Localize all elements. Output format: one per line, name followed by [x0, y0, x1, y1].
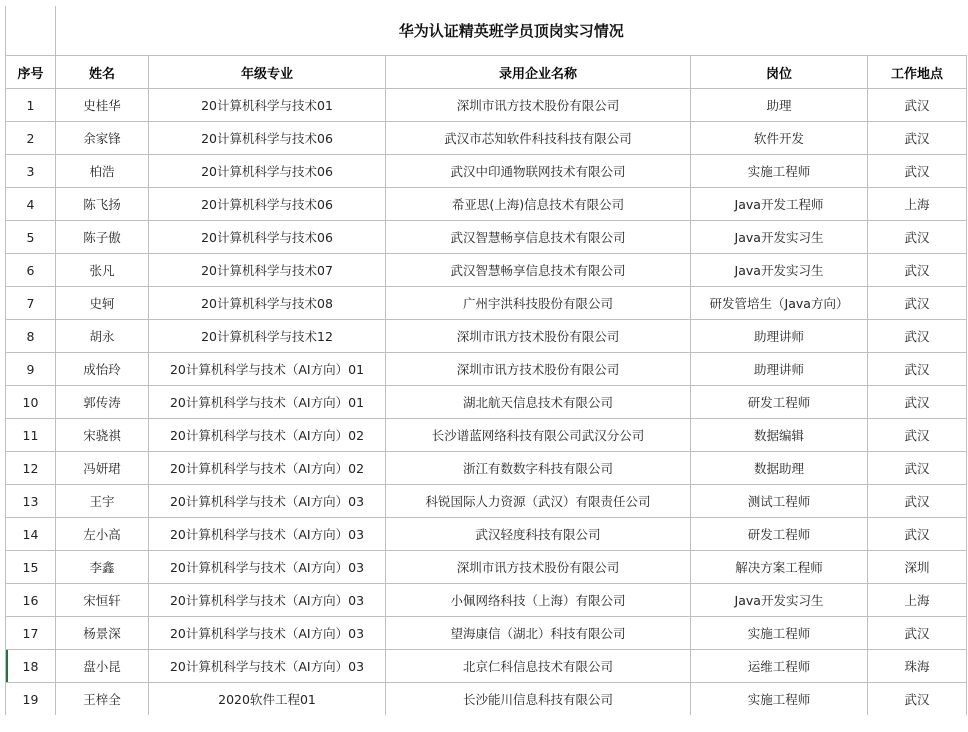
- header-company[interactable]: 录用企业名称: [386, 56, 691, 89]
- table-row: [6, 287, 967, 320]
- cell-company[interactable]: 长沙谱蓝网络科技有限公司武汉分公司: [386, 419, 691, 452]
- table-row: [6, 188, 967, 221]
- cell-company[interactable]: 广州宇洪科技股份有限公司: [386, 287, 691, 320]
- table-row: [6, 584, 967, 617]
- cell-position[interactable]: 助理讲师: [691, 320, 868, 353]
- cell-name[interactable]: 李鑫: [56, 551, 149, 584]
- cell-position[interactable]: Java开发工程师: [691, 188, 868, 221]
- cell-position[interactable]: 实施工程师: [691, 617, 868, 650]
- table-row: [6, 650, 967, 683]
- cell-location[interactable]: 武汉: [868, 221, 967, 254]
- cell-company[interactable]: 小佩网络科技（上海）有限公司: [386, 584, 691, 617]
- cell-idx[interactable]: 19: [6, 683, 56, 716]
- cell-location[interactable]: 武汉: [868, 320, 967, 353]
- cell-name[interactable]: 郭传涛: [56, 386, 149, 419]
- table-row: [6, 221, 967, 254]
- cell-company[interactable]: 科锐国际人力资源（武汉）有限责任公司: [386, 485, 691, 518]
- cell-location[interactable]: 武汉: [868, 452, 967, 485]
- cell-company[interactable]: 希亚思(上海)信息技术有限公司: [386, 188, 691, 221]
- cell-idx[interactable]: 14: [6, 518, 56, 551]
- cell-idx[interactable]: 6: [6, 254, 56, 287]
- cell-name[interactable]: 陈子傲: [56, 221, 149, 254]
- table-row: [6, 551, 967, 584]
- cell-location[interactable]: 武汉: [868, 485, 967, 518]
- cell-idx[interactable]: 15: [6, 551, 56, 584]
- cell-location[interactable]: 深圳: [868, 551, 967, 584]
- cell-name[interactable]: 余家锋: [56, 122, 149, 155]
- header-idx[interactable]: 序号: [6, 56, 56, 89]
- cell-idx[interactable]: 10: [6, 386, 56, 419]
- cell-major[interactable]: 20计算机科学与技术（AI方向）01: [149, 386, 386, 419]
- internship-table: [5, 6, 967, 715]
- sheet-title[interactable]: 华为认证精英班学员顶岗实习情况: [56, 6, 967, 56]
- cell-idx[interactable]: 8: [6, 320, 56, 353]
- cell-name[interactable]: 史桂华: [56, 89, 149, 122]
- cell-major[interactable]: 20计算机科学与技术06: [149, 221, 386, 254]
- title-row: [6, 6, 967, 56]
- cell-location[interactable]: 上海: [868, 188, 967, 221]
- cell-idx[interactable]: 3: [6, 155, 56, 188]
- cell-major[interactable]: 2020软件工程01: [149, 683, 386, 716]
- cell-company[interactable]: 浙江有数数字科技有限公司: [386, 452, 691, 485]
- cell-idx[interactable]: 4: [6, 188, 56, 221]
- cell-location[interactable]: 武汉: [868, 89, 967, 122]
- cell-idx[interactable]: 7: [6, 287, 56, 320]
- cell-idx[interactable]: 16: [6, 584, 56, 617]
- cell-major[interactable]: 20计算机科学与技术（AI方向）01: [149, 353, 386, 386]
- cell-major[interactable]: 20计算机科学与技术（AI方向）02: [149, 452, 386, 485]
- cell-idx[interactable]: 17: [6, 617, 56, 650]
- cell-position[interactable]: 研发管培生（Java方向）: [691, 287, 868, 320]
- cell-position[interactable]: 解决方案工程师: [691, 551, 868, 584]
- cell-position[interactable]: 软件开发: [691, 122, 868, 155]
- table-row: [6, 89, 967, 122]
- cell-location[interactable]: 武汉: [868, 122, 967, 155]
- cell-company[interactable]: 武汉中印通物联网技术有限公司: [386, 155, 691, 188]
- cell-company[interactable]: 武汉市芯知软件科技科技有限公司: [386, 122, 691, 155]
- cell-name[interactable]: 宋骁祺: [56, 419, 149, 452]
- table-row: [6, 419, 967, 452]
- cell-position[interactable]: 助理讲师: [691, 353, 868, 386]
- cell-idx[interactable]: 18: [6, 650, 56, 683]
- cell-position[interactable]: 研发工程师: [691, 386, 868, 419]
- cell-position[interactable]: 数据助理: [691, 452, 868, 485]
- cell-idx[interactable]: 9: [6, 353, 56, 386]
- cell-company[interactable]: 武汉智慧畅享信息技术有限公司: [386, 221, 691, 254]
- table-row: [6, 683, 967, 716]
- table-row: [6, 452, 967, 485]
- cell-name[interactable]: 王宇: [56, 485, 149, 518]
- cell-idx[interactable]: 1: [6, 89, 56, 122]
- cell-location[interactable]: 武汉: [868, 419, 967, 452]
- cell-idx[interactable]: 11: [6, 419, 56, 452]
- cell-idx[interactable]: 13: [6, 485, 56, 518]
- cell-name[interactable]: 冯妍珺: [56, 452, 149, 485]
- cell-name[interactable]: 胡永: [56, 320, 149, 353]
- header-major[interactable]: 年级专业: [149, 56, 386, 89]
- cell-company[interactable]: 深圳市讯方技术股份有限公司: [386, 320, 691, 353]
- cell-idx[interactable]: 12: [6, 452, 56, 485]
- cell-position[interactable]: 运维工程师: [691, 650, 868, 683]
- cell-company[interactable]: 望海康信（湖北）科技有限公司: [386, 617, 691, 650]
- cell-location[interactable]: 上海: [868, 584, 967, 617]
- cell-major[interactable]: 20计算机科学与技术06: [149, 155, 386, 188]
- table-row: [6, 353, 967, 386]
- cell-position[interactable]: 实施工程师: [691, 155, 868, 188]
- cell-name[interactable]: 成怡玲: [56, 353, 149, 386]
- cell-major[interactable]: 20计算机科学与技术（AI方向）03: [149, 584, 386, 617]
- cell-major[interactable]: 20计算机科学与技术07: [149, 254, 386, 287]
- cell-company[interactable]: 深圳市讯方技术股份有限公司: [386, 89, 691, 122]
- cell-location[interactable]: 武汉: [868, 287, 967, 320]
- header-position[interactable]: 岗位: [691, 56, 868, 89]
- table-row: [6, 518, 967, 551]
- header-location[interactable]: 工作地点: [868, 56, 967, 89]
- table-row: [6, 386, 967, 419]
- table-row: [6, 155, 967, 188]
- cell-major[interactable]: 20计算机科学与技术（AI方向）03: [149, 518, 386, 551]
- cell-name[interactable]: 柏浩: [56, 155, 149, 188]
- cell-name[interactable]: 陈飞扬: [56, 188, 149, 221]
- cell-name[interactable]: 宋恒轩: [56, 584, 149, 617]
- cell-location[interactable]: 武汉: [868, 386, 967, 419]
- cell-position[interactable]: 研发工程师: [691, 518, 868, 551]
- cell-position[interactable]: 数据编辑: [691, 419, 868, 452]
- cell-idx[interactable]: 5: [6, 221, 56, 254]
- table-row: [6, 122, 967, 155]
- cell-major[interactable]: 20计算机科学与技术（AI方向）02: [149, 419, 386, 452]
- cell-company[interactable]: 武汉轻度科技有限公司: [386, 518, 691, 551]
- cell-name[interactable]: 史轲: [56, 287, 149, 320]
- cell-position[interactable]: Java开发实习生: [691, 254, 868, 287]
- cell-major[interactable]: 20计算机科学与技术（AI方向）03: [149, 485, 386, 518]
- header-row: [6, 56, 967, 89]
- cell-position[interactable]: 实施工程师: [691, 683, 868, 716]
- cell-name[interactable]: 张凡: [56, 254, 149, 287]
- table-row: [6, 254, 967, 287]
- cell-idx[interactable]: 2: [6, 122, 56, 155]
- cell-major[interactable]: 20计算机科学与技术01: [149, 89, 386, 122]
- cell-company[interactable]: 北京仁科信息技术有限公司: [386, 650, 691, 683]
- cell-company[interactable]: 深圳市讯方技术股份有限公司: [386, 353, 691, 386]
- cell-name[interactable]: 王梓全: [56, 683, 149, 716]
- title-blank-cell[interactable]: [6, 6, 56, 56]
- cell-location[interactable]: 武汉: [868, 683, 967, 716]
- cell-location[interactable]: 武汉: [868, 254, 967, 287]
- cell-position[interactable]: Java开发实习生: [691, 221, 868, 254]
- cell-company[interactable]: 深圳市讯方技术股份有限公司: [386, 551, 691, 584]
- cell-major[interactable]: 20计算机科学与技术06: [149, 188, 386, 221]
- cell-company[interactable]: 武汉智慧畅享信息技术有限公司: [386, 254, 691, 287]
- cell-location[interactable]: 武汉: [868, 518, 967, 551]
- cell-major[interactable]: 20计算机科学与技术08: [149, 287, 386, 320]
- cell-name[interactable]: 盘小昆: [56, 650, 149, 683]
- cell-major[interactable]: 20计算机科学与技术（AI方向）03: [149, 551, 386, 584]
- table-row: [6, 485, 967, 518]
- cell-name[interactable]: 左小高: [56, 518, 149, 551]
- cell-position[interactable]: Java开发实习生: [691, 584, 868, 617]
- cell-major[interactable]: 20计算机科学与技术06: [149, 122, 386, 155]
- table-row: [6, 617, 967, 650]
- cell-major[interactable]: 20计算机科学与技术12: [149, 320, 386, 353]
- cell-location[interactable]: 武汉: [868, 617, 967, 650]
- cell-position[interactable]: 助理: [691, 89, 868, 122]
- cell-company[interactable]: 长沙能川信息科技有限公司: [386, 683, 691, 716]
- cell-location[interactable]: 武汉: [868, 155, 967, 188]
- cell-major[interactable]: 20计算机科学与技术（AI方向）03: [149, 650, 386, 683]
- header-name[interactable]: 姓名: [56, 56, 149, 89]
- cell-company[interactable]: 湖北航天信息技术有限公司: [386, 386, 691, 419]
- cell-position[interactable]: 测试工程师: [691, 485, 868, 518]
- cell-name[interactable]: 杨景深: [56, 617, 149, 650]
- cell-major[interactable]: 20计算机科学与技术（AI方向）03: [149, 617, 386, 650]
- cell-location[interactable]: 珠海: [868, 650, 967, 683]
- cell-location[interactable]: 武汉: [868, 353, 967, 386]
- table-row: [6, 320, 967, 353]
